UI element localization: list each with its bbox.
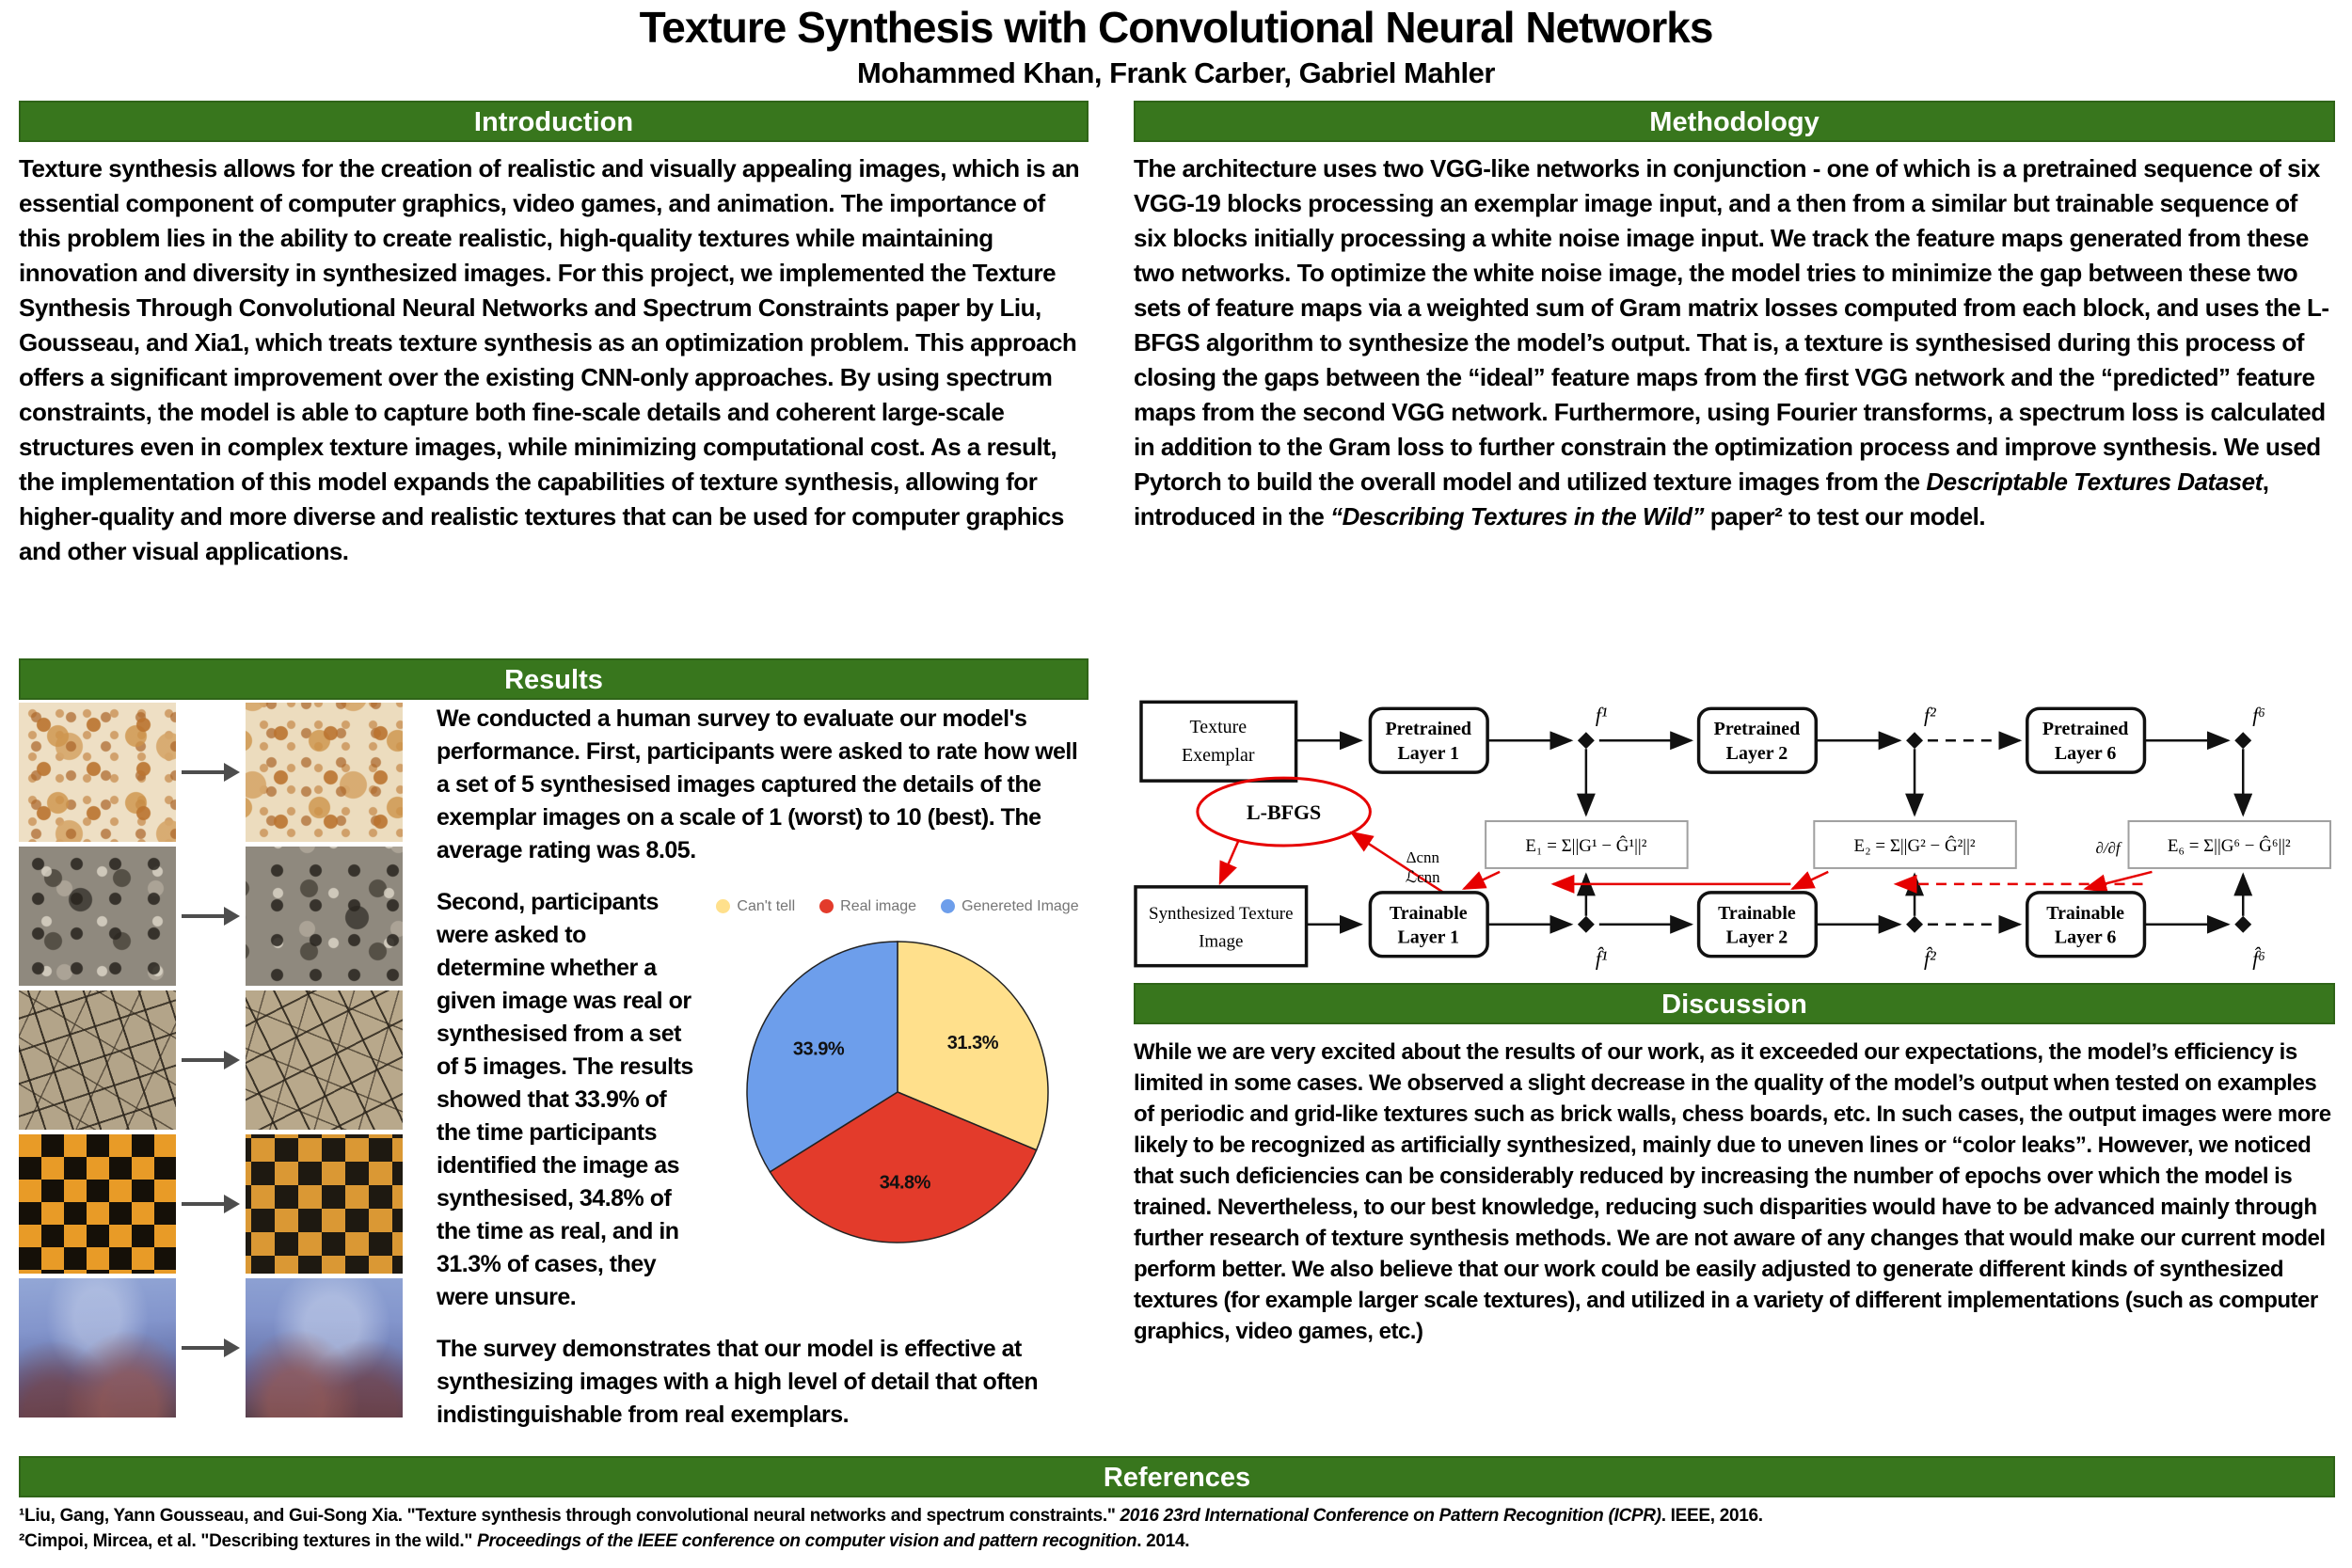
legend-swatch-icon bbox=[819, 899, 834, 913]
texture-synthesized-rock-image bbox=[246, 847, 403, 986]
architecture-diagram bbox=[1134, 691, 2335, 974]
poster-authors: Mohammed Khan, Frank Carber, Gabriel Mahler bbox=[857, 56, 1495, 89]
pie-legend bbox=[709, 890, 1086, 923]
svg-text:Pretrained: Pretrained bbox=[1713, 719, 1801, 740]
poster-title: Texture Synthesis with Convolutional Neural Networks bbox=[639, 3, 1713, 52]
svg-text:E₂ = Σ||G² − Ĝ²||²: E₂ = Σ||G² − Ĝ²||² bbox=[1853, 835, 1976, 856]
texture-exemplar-box bbox=[1141, 702, 1296, 781]
arrow-right-icon bbox=[176, 907, 246, 926]
svg-text:34.8%: 34.8% bbox=[879, 1172, 930, 1194]
legend-swatch-icon bbox=[716, 899, 730, 913]
delta-cnn-label: Δcnn bbox=[1406, 847, 1439, 866]
arrow-right-icon bbox=[176, 1338, 246, 1357]
junction-diamond-icon bbox=[2234, 916, 2251, 933]
introduction-text: Texture synthesis allows for the creation of realistic and visually appealing images, which is an essential component of computer graphics, video games, and animation. The importance of this problem lies in the ability to create realistic, high-quality textures while maintaining innovation and diversity in synthesized images. For this project, we implemented the Texture Synthesis Through Convolutional Neural Networks and Spectrum Constraints paper by Liu, Gousseau, and Xia1, which treats texture synthesis as an optimization problem. This approach offers a significant improvement over the existing CNN-only approaches. By using spectrum constraints, the model is able to capture both fine-scale details and coherent large-scale structures even in complex texture images, while minimizing computational cost. As a result, the implementation of this model expands the capabilities of texture synthesis, allowing for higher-quality and more diverse and realistic textures that can be used for computer graphics and other visual applications. bbox=[19, 154, 1080, 565]
svg-text:f̂²: f̂² bbox=[1924, 946, 1936, 971]
texture-pair-row bbox=[19, 1278, 423, 1418]
reference-item-2: ²Cimpoi, Mircea, et al. "Describing textures in the wild." Proceedings of the IEEE conference on computer vision and pattern recognition. 2014. bbox=[19, 1531, 1190, 1551]
junction-diamond-icon bbox=[1578, 732, 1595, 749]
junction-diamond-icon bbox=[1906, 916, 1923, 933]
svg-text:Pretrained: Pretrained bbox=[1385, 719, 1472, 740]
arrow-right-icon bbox=[176, 1195, 246, 1213]
legend-label: Can't tell bbox=[737, 898, 796, 914]
texture-synthesized-cracked-mud-image bbox=[246, 990, 403, 1130]
section-header-references: References bbox=[19, 1456, 2335, 1497]
discussion-text: While we are very excited about the results of our work, as it exceeded our expectations, the model’s efficiency is limited in some cases. We observed a slight decrease in the quality of the model’s output when tested on examples of periodic and grid-like textures such as brick walls, chess boards, etc. In such cases, the output images were more likely to be recognized as artificially synthesized, mainly due to uneven lines or “color leaks”. However, we noticed that such deficiencies can be considerably reduced by increasing the number of epochs over which the model is trained. Nevertheless, to our best knowledge, reducing such disparities would have to be advanced mainly through further research of texture synthesis methods. We are not aware of any changes that would make our current model perform better. We also believe that our work could be easily adjusted to generate different kinds of synthesized textures (for example larger scale textures), and utilized in a variety of different implementations (such as computer graphics, video games, etc.) bbox=[1134, 1039, 2331, 1344]
svg-text:f̂¹: f̂¹ bbox=[1595, 946, 1608, 971]
svg-text:Layer 1: Layer 1 bbox=[1397, 927, 1460, 948]
svg-text:Trainable: Trainable bbox=[1389, 902, 1468, 924]
junction-diamond-icon bbox=[2234, 732, 2251, 749]
svg-text:Trainable: Trainable bbox=[1718, 902, 1796, 924]
texture-synthesized-paint-image bbox=[246, 1278, 403, 1418]
texture-exemplar-rock-image bbox=[19, 847, 176, 986]
texture-pair-row bbox=[19, 847, 423, 986]
junction-diamond-icon bbox=[1578, 916, 1595, 933]
references-list bbox=[19, 1503, 2324, 1554]
synthesized-texture-label: Synthesized Texture bbox=[1149, 903, 1294, 924]
svg-text:Trainable: Trainable bbox=[2046, 902, 2124, 924]
legend-item-real-image bbox=[819, 890, 916, 923]
svg-text:f̂⁶: f̂⁶ bbox=[2252, 946, 2265, 971]
pie-chart-svg bbox=[738, 932, 1057, 1252]
texture-pair-row bbox=[19, 1134, 423, 1274]
loss-cnn-label: ℒcnn bbox=[1405, 867, 1440, 886]
legend-label: Real image bbox=[840, 898, 917, 914]
texture-pair-row bbox=[19, 990, 423, 1130]
svg-text:Pretrained: Pretrained bbox=[2042, 719, 2129, 740]
texture-exemplar-checkerboard-image bbox=[19, 1134, 176, 1274]
results-paragraph-3: The survey demonstrates that our model is effective at synthesizing images with a high level of detail that often indistinguishable from real exemplars. bbox=[437, 1336, 1039, 1428]
pie-chart bbox=[709, 890, 1086, 1252]
reference-item-1: ¹Liu, Gang, Yann Gousseau, and Gui-Song Xia. "Texture synthesis through convolutional neural networks and spectrum constraints." 2016 23rd International Conference on Pattern Recognition (ICPR). IEEE, 2016. bbox=[19, 1506, 1763, 1526]
svg-text:Layer 2: Layer 2 bbox=[1725, 927, 1788, 948]
svg-text:33.9%: 33.9% bbox=[792, 1038, 845, 1060]
texture-synthesized-foam-image bbox=[246, 703, 403, 842]
legend-label: Genereted Image bbox=[961, 898, 1079, 914]
texture-exemplar-label: Texture bbox=[1189, 717, 1248, 738]
legend-item-cant-tell bbox=[716, 890, 795, 923]
texture-exemplar-foam-image bbox=[19, 703, 176, 842]
svg-text:Exemplar: Exemplar bbox=[1182, 745, 1255, 767]
texture-synthesized-checkerboard-image bbox=[246, 1134, 403, 1274]
junction-diamond-icon bbox=[1906, 732, 1923, 749]
texture-exemplar-paint-image bbox=[19, 1278, 176, 1418]
section-header-discussion: Discussion bbox=[1134, 983, 2335, 1024]
svg-text:Layer 6: Layer 6 bbox=[2054, 743, 2117, 765]
texture-pair-row bbox=[19, 703, 423, 842]
section-header-results: Results bbox=[19, 658, 1089, 700]
methodology-text: The architecture uses two VGG-like networks in conjunction - one of which is a pretrained sequence of six VGG-19 blocks processing an exemplar image input, and a then from a similar but trainable sequence of six blocks initially processing a white noise image input. We track the feature maps generated from these two networks. To optimize the white noise image, the model tries to minimize the gap between these two sets of feature maps via a weighted sum of Gram matrix losses computed from each block, and uses the L-BFGS algorithm to synthesize the model’s output. That is, a texture is synthesised during this process of closing the gaps between the “ideal” feature maps from the first VGG network and the “predicted” feature maps from the second VGG network. Furthermore, using Fourier transforms, a spectrum loss is calculated in addition to the Gram loss to further constrain the optimization process and improve synthesis. We used Pytorch to build the overall model and utilized texture images from the Descriptable Textures Dataset, introduced in the “Describing Textures in the Wild” paper² to test our model. bbox=[1134, 154, 2329, 531]
texture-exemplar-cracked-mud-image bbox=[19, 990, 176, 1130]
results-text bbox=[437, 703, 1086, 1450]
svg-text:f¹: f¹ bbox=[1595, 703, 1608, 727]
svg-text:Layer 2: Layer 2 bbox=[1725, 743, 1788, 765]
partial-derivative-label: ∂/∂f bbox=[2095, 838, 2121, 857]
arrow-right-icon bbox=[176, 763, 246, 782]
svg-text:31.3%: 31.3% bbox=[946, 1032, 999, 1053]
svg-text:f²: f² bbox=[1924, 703, 1936, 727]
svg-text:E₆ = Σ||G⁶ − Ĝ⁶||²: E₆ = Σ||G⁶ − Ĝ⁶||² bbox=[2167, 835, 2291, 856]
svg-text:Layer 1: Layer 1 bbox=[1397, 743, 1460, 765]
legend-item-generated-image bbox=[941, 890, 1079, 923]
synthesized-texture-box bbox=[1136, 887, 1307, 966]
results-content bbox=[19, 703, 1089, 1450]
svg-text:E₁ = Σ||G¹ − Ĝ¹||²: E₁ = Σ||G¹ − Ĝ¹||² bbox=[1525, 835, 1647, 856]
section-header-methodology: Methodology bbox=[1134, 101, 2335, 142]
svg-text:Image: Image bbox=[1199, 931, 1244, 952]
results-paragraph-1: We conducted a human survey to evaluate our model's performance. First, participants were asked to rate how well a set of 5 synthesised images captured the details of the exemplar images on a scale of 1 (worst) to 10 (best). The average rating was 8.05. bbox=[437, 705, 1078, 863]
legend-swatch-icon bbox=[941, 899, 955, 913]
svg-text:Layer 6: Layer 6 bbox=[2054, 927, 2117, 948]
svg-text:f⁶: f⁶ bbox=[2252, 703, 2265, 727]
section-header-introduction: Introduction bbox=[19, 101, 1089, 142]
arrow-right-icon bbox=[176, 1051, 246, 1069]
results-paragraph-2: Second, participants were asked to determine whether a given image was real or synthesised from a set of 5 images. The results showed that 33.9% of the time participants identified the image as synthesised, 34.8% of the time as real, and in 31.3% of cases, they were unsure. bbox=[437, 889, 693, 1310]
texture-comparison-column bbox=[19, 703, 423, 1422]
lbfgs-label: L-BFGS bbox=[1247, 800, 1322, 825]
